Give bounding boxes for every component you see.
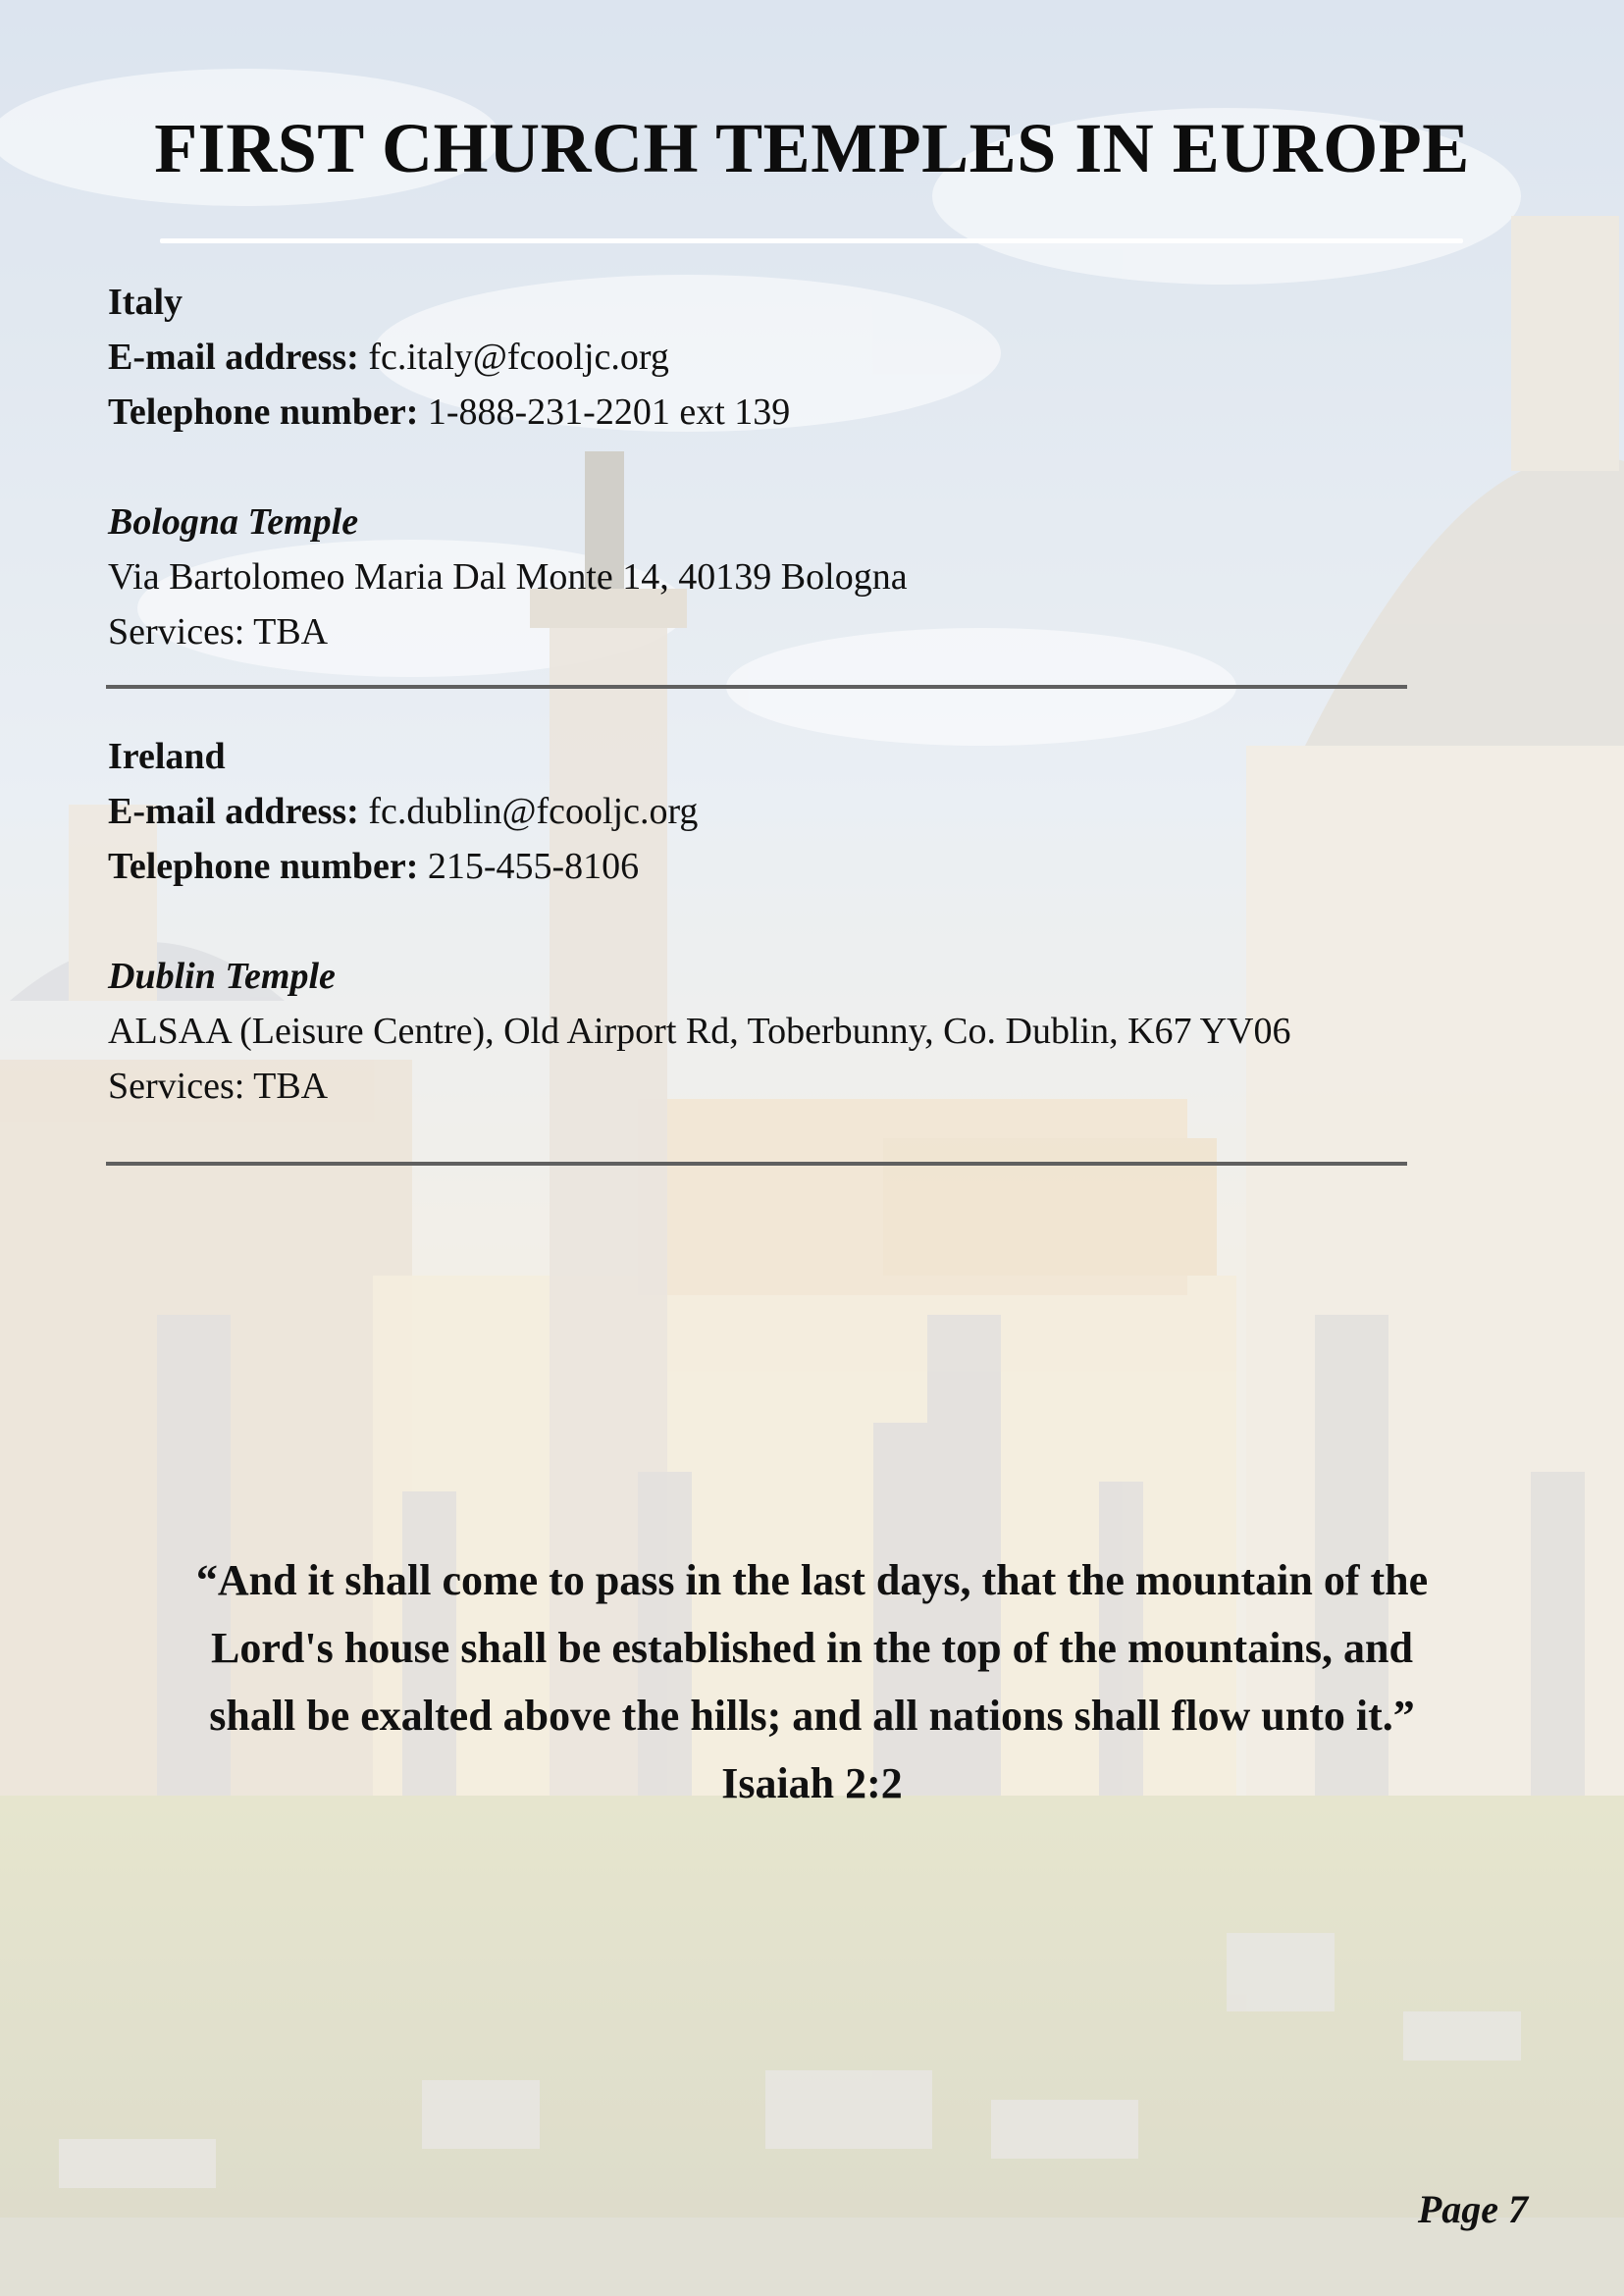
email-line xyxy=(108,330,1482,385)
temple-services: Services: TBA xyxy=(108,611,329,652)
temple-services: Services: TBA xyxy=(108,1066,329,1107)
email-label: E-mail address: xyxy=(108,337,359,378)
email-address[interactable]: fc.italy@fcooljc.org xyxy=(368,337,669,378)
quote-reference: Isaiah 2:2 xyxy=(721,1759,903,1807)
email-label: E-mail address: xyxy=(108,791,359,832)
scripture-quote xyxy=(98,1546,1526,1817)
page-title: FIRST CHURCH TEMPLES IN EUROPE xyxy=(154,109,1470,187)
phone-number: 1-888-231-2201 ext 139 xyxy=(427,391,791,433)
section-italy xyxy=(108,275,1482,659)
temple-address: ALSAA (Leisure Centre), Old Airport Rd, Toberbunny, Co. Dublin, K67 YV06 xyxy=(108,1011,1291,1052)
section-divider xyxy=(106,685,1407,689)
temple-name: Bologna Temple xyxy=(108,501,359,543)
section-ireland xyxy=(108,729,1482,1114)
quote-line: Lord's house shall be established in the top of the mountains, and xyxy=(211,1624,1413,1672)
temple-address: Via Bartolomeo Maria Dal Monte 14, 40139 Bologna xyxy=(108,556,908,598)
section-divider xyxy=(106,1162,1407,1166)
country-name: Ireland xyxy=(108,736,226,777)
phone-line xyxy=(108,385,1482,440)
quote-line: shall be exalted above the hills; and all nations shall flow unto it.” xyxy=(209,1692,1415,1740)
phone-line xyxy=(108,839,1482,894)
title-divider xyxy=(160,238,1463,243)
quote-line: “And it shall come to pass in the last days, that the mountain of the xyxy=(195,1556,1429,1604)
phone-label: Telephone number: xyxy=(108,391,419,433)
email-line xyxy=(108,784,1482,839)
page-number: Page 7 xyxy=(1417,2187,1528,2231)
country-name: Italy xyxy=(108,282,183,323)
temple-name: Dublin Temple xyxy=(108,956,336,997)
phone-label: Telephone number: xyxy=(108,846,419,887)
phone-number: 215-455-8106 xyxy=(427,846,640,887)
email-address[interactable]: fc.dublin@fcooljc.org xyxy=(368,791,699,832)
